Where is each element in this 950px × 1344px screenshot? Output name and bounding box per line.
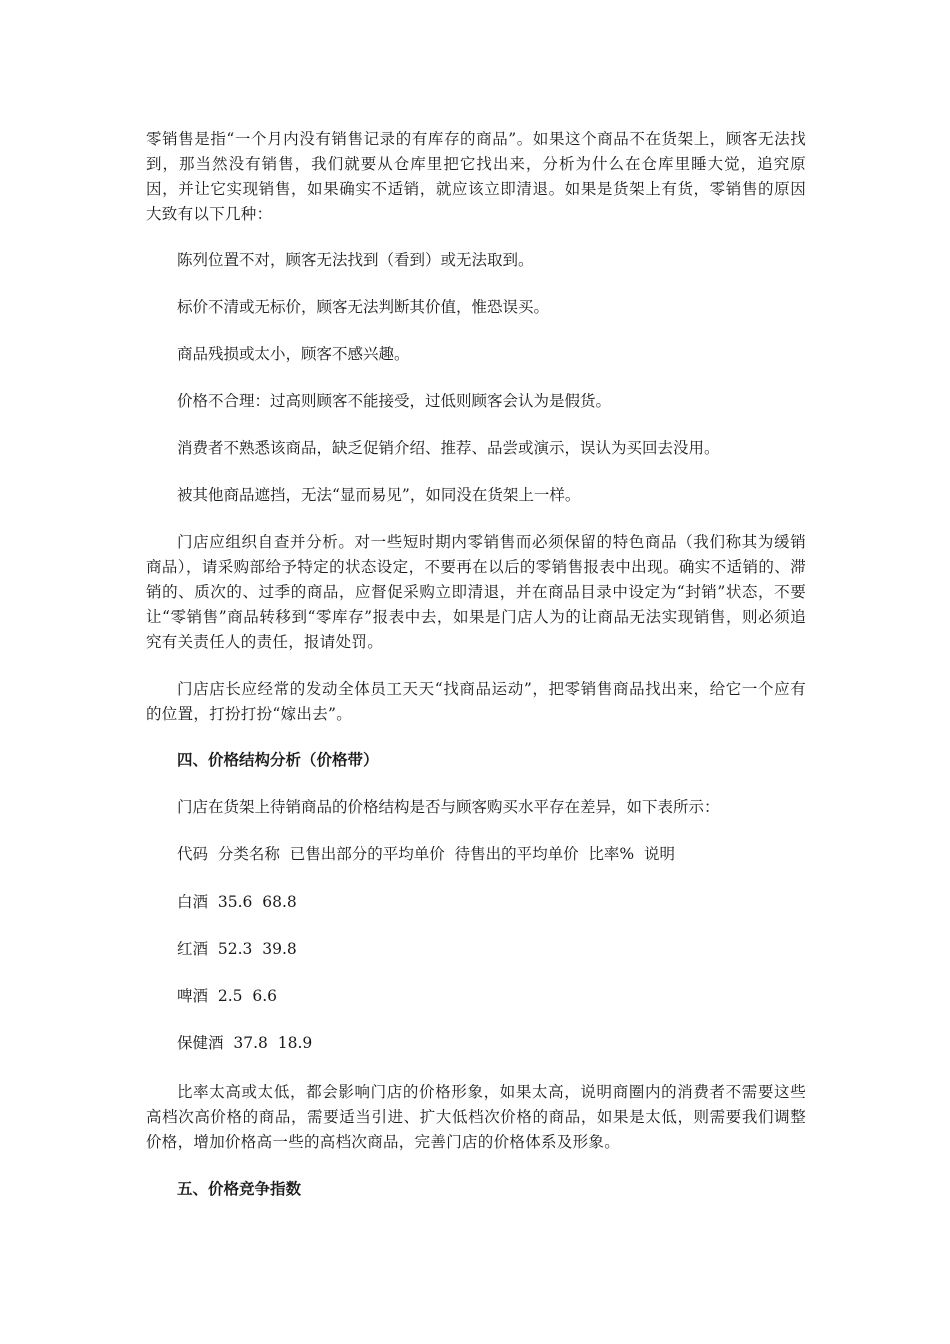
price-table-row: 红酒 52.3 39.8 xyxy=(177,940,297,958)
find-goods-paragraph: 门店店长应经常的发动全体员工天天“找商品运动”，把零销售商品找出来，给它一个应有的位置，打扮打扮“嫁出去”。 xyxy=(146,680,806,723)
section-heading-4: 四、价格结构分析（价格带） xyxy=(177,751,379,769)
self-check-paragraph: 门店应组织自查并分析。对一些短时期内零销售而必须保留的特色商品（我们称其为缓销商品），请采购部给予特定的状态设定，不要再在以后的零销售报表中出现。确实不适销的、滞销的、质次的、过季的商品，应督促采购立即清退，并在商品目录中设定为“封销”状态，不要让“零销售”商品转移到“零库存”报表中去，如果是门店人为的让商品无法实现销售，则必须追究有关责任人的责任，报请处罚。 xyxy=(146,533,806,651)
reason-item-2: 标价不清或无标价，顾客无法判断其价值，惟恐误买。 xyxy=(177,298,550,316)
price-table-header: 代码 分类名称 已售出部分的平均单价 待售出的平均单价 比率% 说明 xyxy=(177,845,676,863)
section-heading-5: 五、价格竞争指数 xyxy=(177,1180,302,1198)
price-table-row: 白酒 35.6 68.8 xyxy=(177,893,297,911)
intro-paragraph: 零销售是指“一个月内没有销售记录的有库存的商品”。如果这个商品不在货架上，顾客无法找到，那当然没有销售，我们就要从仓库里把它找出来，分析为什么在仓库里睡大觉，追究原因，并让它实现销售，如果确实不适销，就应该立即清退。如果是货架上有货，零销售的原因大致有以下几种： xyxy=(146,130,806,223)
reason-item-1: 陈列位置不对，顾客无法找到（看到）或无法取到。 xyxy=(177,251,534,269)
reason-item-4: 价格不合理：过高则顾客不能接受，过低则顾客会认为是假货。 xyxy=(177,392,612,410)
reason-item-6: 被其他商品遮挡，无法“显而易见”，如同没在货架上一样。 xyxy=(177,486,581,504)
reason-item-5: 消费者不熟悉该商品，缺乏促销介绍、推荐、品尝或演示，误认为买回去没用。 xyxy=(177,439,720,457)
price-table-row: 保健酒 37.8 18.9 xyxy=(177,1034,313,1052)
price-structure-paragraph: 门店在货架上待销商品的价格结构是否与顾客购买水平存在差异，如下表所示： xyxy=(177,798,720,816)
reason-item-3: 商品残损或太小，顾客不感兴趣。 xyxy=(177,345,410,363)
ratio-paragraph: 比率太高或太低，都会影响门店的价格形象，如果太高，说明商圈内的消费者不需要这些高档次高价格的商品，需要适当引进、扩大低档次价格的商品，如果是太低，则需要我们调整价格，增加价格高一些的高档次商品，完善门店的价格体系及形象。 xyxy=(146,1083,806,1151)
price-table-row: 啤酒 2.5 6.6 xyxy=(177,987,278,1005)
